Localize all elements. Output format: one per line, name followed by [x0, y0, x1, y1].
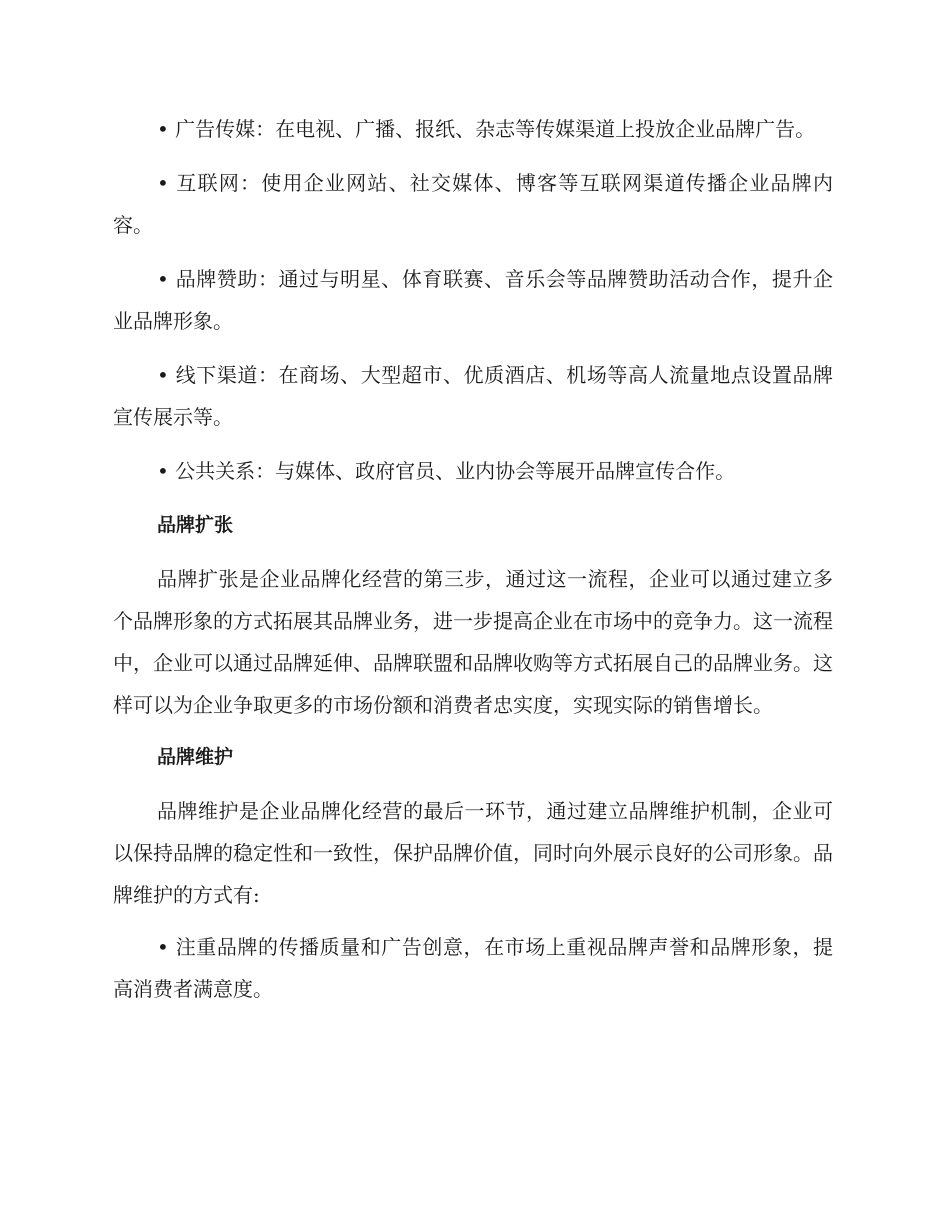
bullet-offline-channels: • 线下渠道：在商场、大型超市、优质酒店、机场等高人流量地点设置品牌宣传展示等。 — [113, 363, 833, 429]
paragraph-brand-expansion: 品牌扩张是企业品牌化经营的第三步，通过这一流程，企业可以通过建立多个品牌形象的方式拓展其品牌业务，进一步提高企业在市场中的竞争力。这一流程中，企业可以通过品牌延伸、品牌联盟和品牌收购等方式拓展自己的品牌业务。这样可以为企业争取更多的市场份额和消费者忠实度，实现实际的销售增长。 — [113, 567, 833, 717]
heading-brand-maintenance: 品牌维护 — [157, 746, 234, 768]
heading-brand-expansion: 品牌扩张 — [157, 514, 234, 536]
bullet-internet: • 互联网：使用企业网站、社交媒体、博客等互联网渠道传播企业品牌内容。 — [113, 171, 833, 237]
bullet-public-relations: • 公共关系：与媒体、政府官员、业内协会等展开品牌宣传合作。 — [157, 459, 736, 483]
bullet-advertising-media: • 广告传媒：在电视、广播、报纸、杂志等传媒渠道上投放企业品牌广告。 — [157, 117, 816, 141]
document-page — [113, 108, 833, 1022]
bullet-brand-sponsorship: • 品牌赞助：通过与明星、体育联赛、音乐会等品牌赞助活动合作，提升企业品牌形象。 — [113, 267, 833, 333]
bullet-brand-quality: • 注重品牌的传播质量和广告创意，在市场上重视品牌声誉和品牌形象，提高消费者满意度。 — [113, 935, 833, 1001]
paragraph-brand-maintenance: 品牌维护是企业品牌化经营的最后一环节，通过建立品牌维护机制，企业可以保持品牌的稳定性和一致性，保护品牌价值，同时向外展示良好的公司形象。品牌维护的方式有: — [113, 799, 833, 907]
